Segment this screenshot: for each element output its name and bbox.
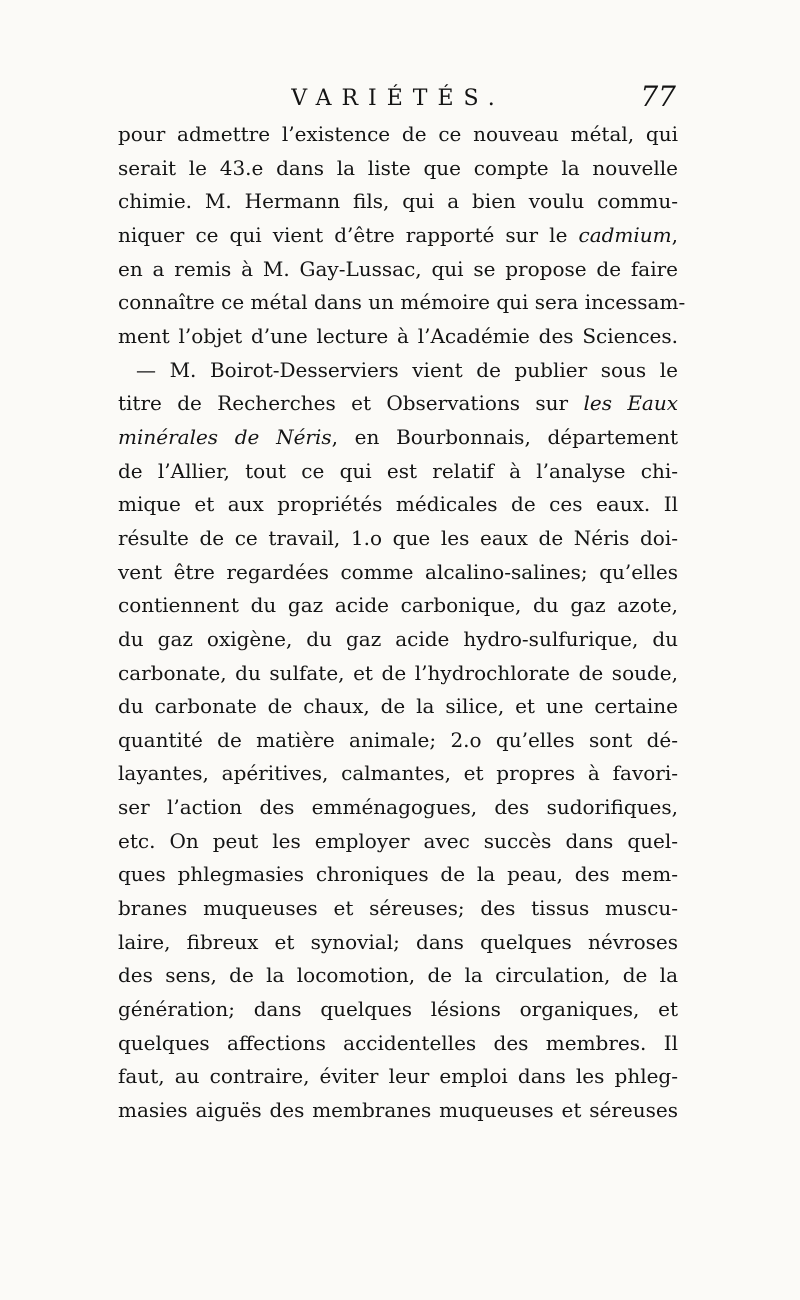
text-line: laire, fibreux et synovial; dans quelques névroses — [118, 929, 678, 954]
text-line: ques phlegmasies chroniques de la peau, des mem- — [118, 862, 678, 887]
text-line: de l’Allier, tout ce qui est relatif à l’analyse chi- — [118, 458, 678, 483]
text-line: layantes, apéritives, calmantes, et propres à favori- — [118, 761, 678, 786]
text-line: quelques affections accidentelles des membres. Il — [118, 1030, 678, 1055]
text-line: masies aiguës des membranes muqueuses et séreuses — [118, 1098, 678, 1123]
text-line: en a remis à M. Gay-Lussac, qui se propose de faire — [118, 256, 678, 281]
text-line: connaître ce métal dans un mémoire qui sera incessam- — [118, 290, 686, 315]
text-line: du carbonate de chaux, de la silice, et une certaine — [118, 694, 678, 719]
text-line: pour admettre l’existence de ce nouveau métal, qui — [118, 122, 678, 146]
text-line: génération; dans quelques lésions organiques, et — [118, 997, 678, 1022]
text-line: ser l’action des emménagogues, des sudorifiques, — [118, 795, 678, 820]
text-line: faut, au contraire, éviter leur emploi dans les phleg- — [118, 1064, 678, 1089]
text-line: ment l’objet d’une lecture à l’Académie des Sciences. — [118, 323, 678, 348]
italic-term: cadmium — [578, 222, 672, 247]
running-head: VARIÉTÉS. — [291, 86, 505, 111]
text-line: du gaz oxigène, du gaz acide hydro-sulfurique, du — [118, 626, 678, 651]
text-line: vent être regardées comme alcalino-salines; qu’elles — [118, 559, 678, 584]
body-text — [118, 118, 686, 1128]
text-line: quantité de matière animale; 2.o qu’elles sont dé- — [118, 727, 678, 752]
text-line: titre de Recherches et Observations sur les Eaux — [118, 391, 679, 416]
italic-title: minérales de Néris — [118, 424, 332, 449]
text-line: contiennent du gaz acide carbonique, du gaz azote, — [118, 593, 678, 618]
page-header — [118, 80, 678, 118]
text-line: — M. Boirot-Desserviers vient de publier sous le — [136, 357, 678, 382]
text-line: niquer ce qui vient d’être rapporté sur le cadmium, — [118, 222, 678, 247]
text-line: branes muqueuses et séreuses; des tissus muscu- — [118, 896, 678, 921]
italic-title: les Eaux — [583, 391, 679, 416]
text-line: des sens, de la locomotion, de la circulation, de la — [118, 963, 678, 988]
text-line: serait le 43.e dans la liste que compte la nouvelle — [118, 155, 678, 180]
text-line: mique et aux propriétés médicales de ces eaux. Il — [118, 492, 678, 517]
text-line: minérales de Néris, en Bourbonnais, département — [118, 424, 678, 449]
text-line: carbonate, du sulfate, et de l’hydrochlorate de soude, — [118, 660, 678, 685]
page-number: 77 — [640, 80, 676, 113]
book-page — [118, 80, 686, 1128]
text-line: résulte de ce travail, 1.o que les eaux de Néris doi- — [118, 525, 678, 550]
text-line: chimie. M. Hermann fils, qui a bien voulu commu- — [118, 189, 678, 214]
text-line: etc. On peut les employer avec succès dans quel- — [118, 828, 678, 853]
